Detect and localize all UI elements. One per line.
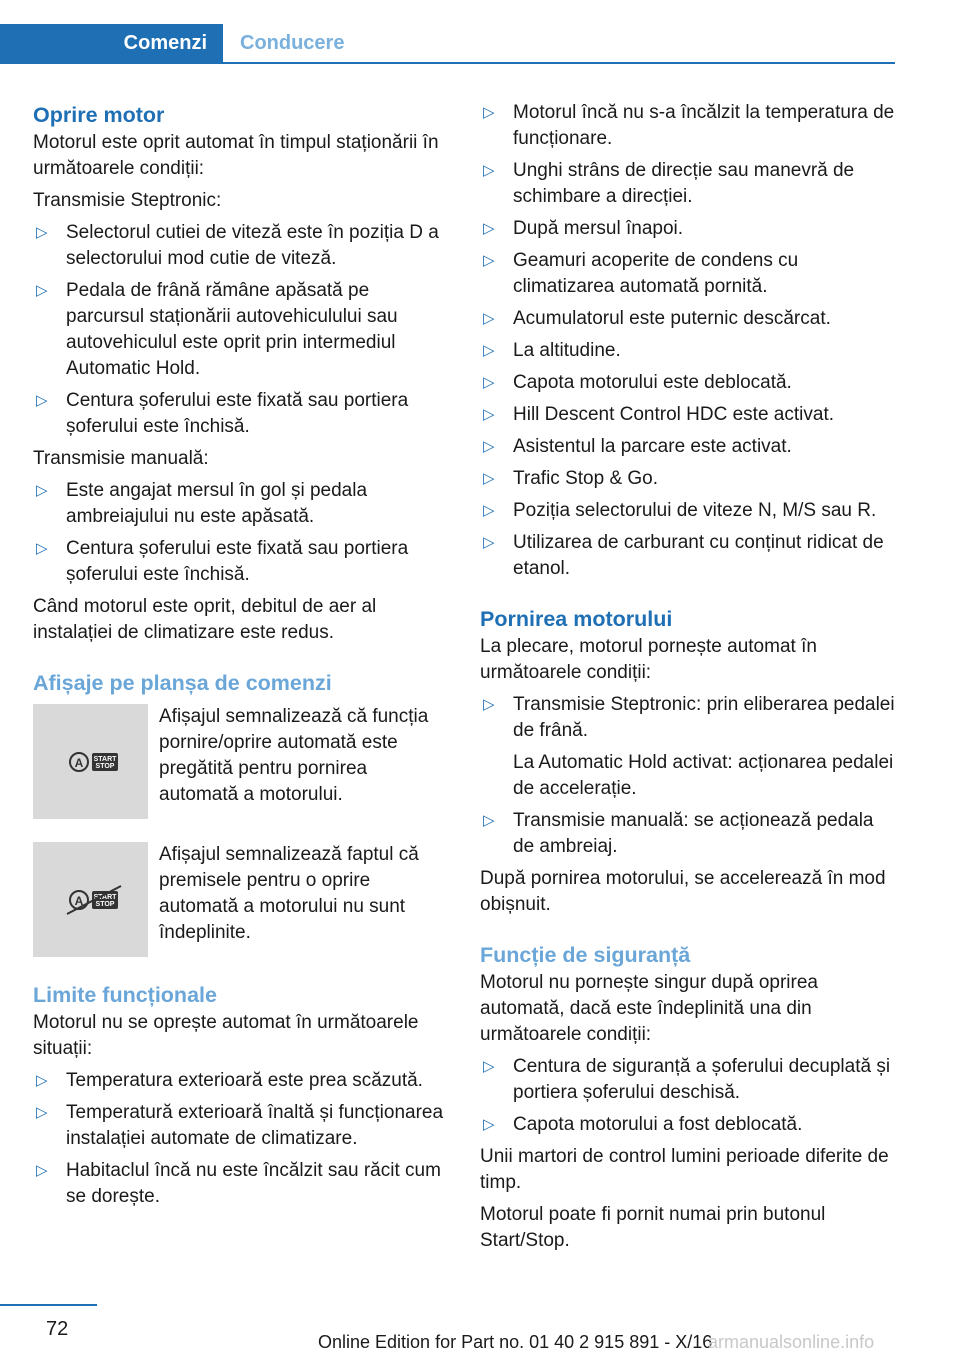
paragraph: Motorul nu se oprește automat în următoarele situații: <box>33 1012 419 1059</box>
list-item: ▷ La altitudine. <box>480 338 895 364</box>
manual-list <box>33 478 451 588</box>
list-item: ▷ Transmisie Steptronic: prin eliberarea pedalei de frână. La Automatic Hold activat: acționarea pedalei de accelerație. <box>480 692 895 802</box>
list-item: ▷ Este angajat mersul în gol și pedala ambreiajului nu este apăsată. <box>36 480 368 527</box>
list-item: ▷ Poziția selectorului de viteze N, M/S sau R. <box>480 498 895 524</box>
tab-comenzi[interactable]: Comenzi <box>0 24 223 62</box>
footer-rule <box>0 1304 97 1306</box>
edition-note: Online Edition for Part no. 01 40 2 915 891 - X/16 <box>318 1332 713 1352</box>
paragraph: Transmisie Steptronic: <box>33 190 222 211</box>
paragraph: Motorul nu pornește singur după oprirea automată, dacă este îndeplinită una din următoarele condiții: <box>480 972 818 1045</box>
list-item: ▷ Habitaclul încă nu este încălzit sau răcit cum se dorește. <box>36 1160 441 1207</box>
display-description: Afișajul semnalizează faptul că premisele pentru o oprire automată a motorului nu sunt îndeplinite. <box>159 844 419 943</box>
triangle-bullet-icon: ▷ <box>483 470 495 487</box>
heading-pornirea-motorului: Pornirea motorului <box>480 607 673 631</box>
triangle-bullet-icon: ▷ <box>483 1116 495 1133</box>
list-item: ▷ Asistentul la parcare este activat. <box>480 434 895 460</box>
list-item: ▷ Pedala de frână rămâne apăsată pe parcursul staționării autovehiculului sau autovehiculul este oprit prin intermediul Automatic Hold. <box>36 280 398 379</box>
right-column <box>480 100 895 1254</box>
list-item: ▷ Trafic Stop & Go. <box>480 466 895 492</box>
siguranta-list <box>480 1054 895 1138</box>
paragraph: Unii martori de control lumini perioade diferite de timp. <box>480 1146 889 1193</box>
triangle-bullet-icon: ▷ <box>483 310 495 327</box>
watermark: armanualsonline.info <box>708 1332 875 1352</box>
list-item: ▷ Hill Descent Control HDC este activat. <box>480 402 895 428</box>
display-row <box>33 704 451 820</box>
triangle-bullet-icon: ▷ <box>483 812 495 829</box>
triangle-bullet-icon: ▷ <box>36 540 48 557</box>
triangle-bullet-icon: ▷ <box>483 252 495 269</box>
triangle-bullet-icon: ▷ <box>483 438 495 455</box>
paragraph: Transmisie manuală: <box>33 448 209 469</box>
list-item: ▷ Unghi strâns de direcție sau manevră de schimbare a direcției. <box>483 160 855 207</box>
triangle-bullet-icon: ▷ <box>483 502 495 519</box>
list-item: ▷ Capota motorului este deblocată. <box>480 370 895 396</box>
heading-limite: Limite funcționale <box>33 983 217 1007</box>
svg-text:STOP: STOP <box>95 901 115 908</box>
paragraph: Motorul este oprit automat în timpul staționării în următoarele condiții: <box>33 132 439 179</box>
triangle-bullet-icon: ▷ <box>483 406 495 423</box>
triangle-bullet-icon: ▷ <box>36 1072 48 1089</box>
chapter-tabbar <box>0 24 895 64</box>
triangle-bullet-icon: ▷ <box>36 1162 48 1179</box>
auto-start-stop-icon <box>33 704 148 819</box>
svg-text:START: START <box>93 756 117 763</box>
triangle-bullet-icon: ▷ <box>36 282 48 299</box>
svg-text:A: A <box>74 894 84 908</box>
pornire-list <box>480 692 895 860</box>
list-item: ▷ Centura de siguranță a șoferului decuplată și portiera șoferului deschisă. <box>483 1056 891 1103</box>
list-item: ▷ Geamuri acoperite de condens cu climatizarea automată pornită. <box>483 250 799 297</box>
list-item: ▷ Utilizarea de carburant cu conținut ridicat de etanol. <box>483 532 884 579</box>
display-row <box>33 842 451 958</box>
triangle-bullet-icon: ▷ <box>36 1104 48 1121</box>
heading-afisaje: Afișaje pe planșa de comenzi <box>33 671 332 695</box>
svg-text:START: START <box>93 894 117 901</box>
list-subitem: La Automatic Hold activat: acționarea pedalei de accelerație. <box>513 752 894 799</box>
list-item: ▷ Centura șoferului este fixată sau portiera șoferului este închisă. <box>36 538 409 585</box>
triangle-bullet-icon: ▷ <box>483 220 495 237</box>
display-image <box>33 842 148 957</box>
list-item: ▷ Temperatură exterioară înaltă și funcționarea instalației automate de climatizare. <box>36 1102 444 1149</box>
limite-list-continued <box>480 100 895 582</box>
display-image <box>33 704 148 819</box>
paragraph: La plecare, motorul pornește automat în următoarele condiții: <box>480 636 817 683</box>
triangle-bullet-icon: ▷ <box>483 162 495 179</box>
left-column <box>33 100 451 1210</box>
triangle-bullet-icon: ▷ <box>36 224 48 241</box>
paragraph: Când motorul este oprit, debitul de aer al instalației de climatizare este redus. <box>33 596 377 643</box>
list-item: ▷ După mersul înapoi. <box>480 216 895 242</box>
auto-start-stop-off-icon <box>33 842 148 957</box>
triangle-bullet-icon: ▷ <box>483 534 495 551</box>
heading-functie-siguranta: Funcție de siguranță <box>480 943 691 967</box>
triangle-bullet-icon: ▷ <box>483 104 495 121</box>
triangle-bullet-icon: ▷ <box>483 696 495 713</box>
triangle-bullet-icon: ▷ <box>36 392 48 409</box>
triangle-bullet-icon: ▷ <box>483 1058 495 1075</box>
page-number: 72 <box>46 1318 69 1340</box>
paragraph: Motorul poate fi pornit numai prin butonul Start/Stop. <box>480 1204 826 1251</box>
display-description: Afișajul semnalizează că funcția pornire/oprire automată este pregătită pentru pornirea automată a motorului. <box>159 706 429 805</box>
triangle-bullet-icon: ▷ <box>483 374 495 391</box>
triangle-bullet-icon: ▷ <box>483 342 495 359</box>
steptronic-list <box>33 220 451 440</box>
heading-oprire-motor: Oprire motor <box>33 103 165 127</box>
triangle-bullet-icon: ▷ <box>36 482 48 499</box>
tab-conducere[interactable]: Conducere <box>240 31 345 54</box>
list-item: ▷ Transmisie manuală: se acționează pedala de ambreiaj. <box>483 810 874 857</box>
list-item: ▷ Selectorul cutiei de viteză este în poziția D a selectorului mod cutie de viteză. <box>36 222 439 269</box>
list-item: ▷ Capota motorului a fost deblocată. <box>480 1112 895 1138</box>
svg-text:STOP: STOP <box>95 763 115 770</box>
paragraph: După pornirea motorului, se accelerează în mod obișnuit. <box>480 868 886 915</box>
svg-text:A: A <box>74 756 84 770</box>
limite-list <box>33 1068 451 1210</box>
list-item: ▷ Temperatura exterioară este prea scăzută. <box>33 1068 451 1094</box>
list-item: ▷ Centura șoferului este fixată sau portiera șoferului este închisă. <box>36 390 409 437</box>
list-item: ▷ Acumulatorul este puternic descărcat. <box>480 306 895 332</box>
list-item: ▷ Motorul încă nu s-a încălzit la temperatura de funcționare. <box>483 102 895 149</box>
